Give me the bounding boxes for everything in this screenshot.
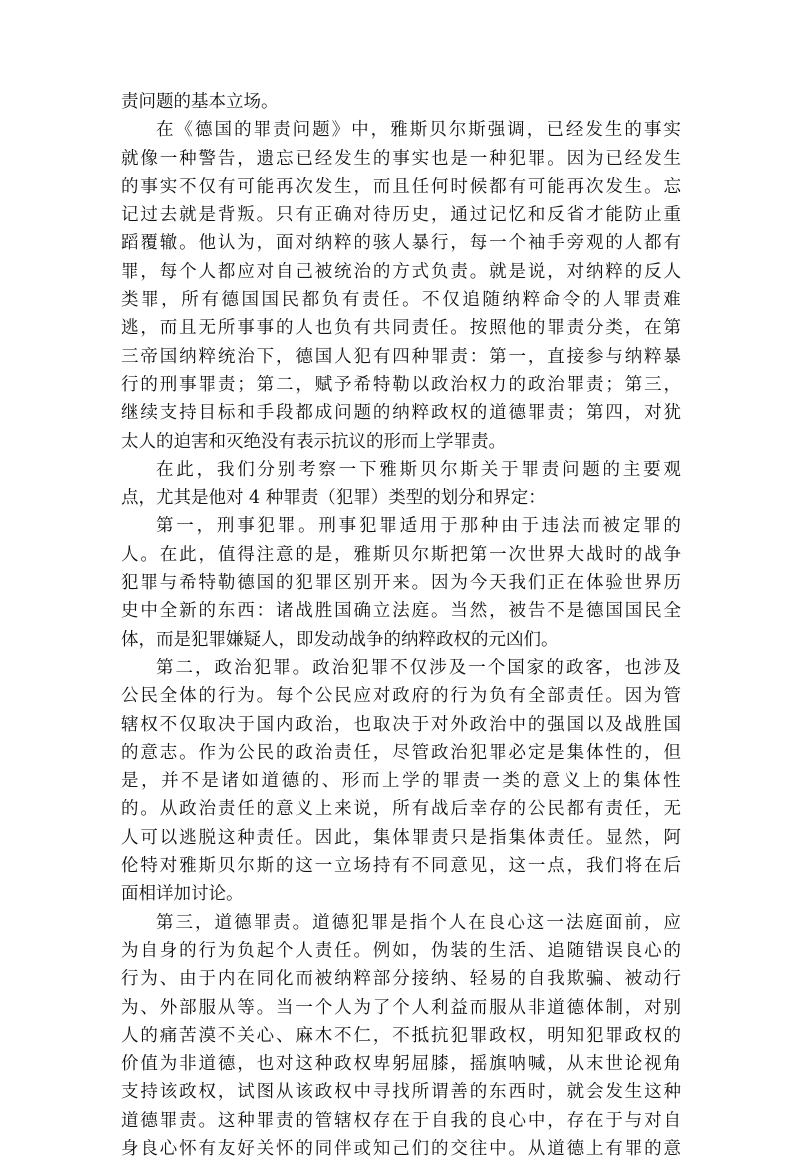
text-line: 体，而是犯罪嫌疑人，即发动战争的纳粹政权的元凶们。: [121, 629, 559, 650]
text-line: 记 过 去 就 是 背 叛 。 只 有 正 确 对 待 历 史 ， 通 过 记 忆 和 反 省 才 能 防 止 重: [121, 205, 681, 226]
text-line: 人 。 在 此 ， 值 得 注 意 的 是 ， 雅 斯 贝 尔 斯 把 第 一 次 世 界 大 战 时 的 战 争: [121, 544, 681, 565]
text-line: 罪 ， 每 个 人 都 应 对 自 己 被 统 治 的 方 式 负 责 。 就 是 说 ， 对 纳 粹 的 反 人: [121, 261, 681, 282]
text-line: 第 三 ， 道 德 罪 责 。 道 德 犯 罪 是 指 个 人 在 良 心 这 一 法 庭 面 前 ， 应: [156, 912, 681, 933]
text-line: 公 民 全 体 的 行 为 。 每 个 公 民 应 对 政 府 的 行 为 负 有 全 部 责 任 。 因 为 管: [121, 686, 681, 707]
text-line: 在 《 德 国 的 罪 责 问 题 》 中 ， 雅 斯 贝 尔 斯 强 调 ， 已 经 发 生 的 事 实: [156, 120, 681, 141]
text-line: 类 罪 ， 所 有 德 国 国 民 都 负 有 责 任 。 不 仅 追 随 纳 粹 命 令 的 人 罪 责 难: [121, 290, 681, 311]
text-line: 伦 特 对 雅 斯 贝 尔 斯 的 这 一 立 场 持 有 不 同 意 见 ， 这 一 点 ， 我 们 将 在 后: [121, 856, 681, 877]
text-line: 太人的迫害和灭绝没有表示抗议的形而上学罪责。: [121, 431, 506, 452]
text-line: 的 。 从 政 治 责 任 的 意 义 上 来 说 ， 所 有 战 后 幸 存 的 公 民 都 有 责 任 ， 无: [121, 799, 681, 820]
body-text: [121, 88, 681, 1163]
text-line: 第 二 ， 政 治 犯 罪 。 政 治 犯 罪 不 仅 涉 及 一 个 国 家 的 政 客 ， 也 涉 及: [156, 657, 681, 678]
text-line: 身 良 心 怀 有 友 好 关 怀 的 同 伴 或 知 己 们 的 交 往 中 。 从 道 德 上 有 罪 的 意: [121, 1138, 681, 1159]
text-line: 行 为 、 由 于 内 在 同 化 而 被 纳 粹 部 分 接 纳 、 轻 易 的 自 我 欺 骗 、 被 动 行: [121, 969, 681, 990]
text-line: 在 此 ， 我 们 分 别 考 察 一 下 雅 斯 贝 尔 斯 关 于 罪 责 问 题 的 主 要 观: [156, 459, 681, 480]
text-line: 的 事 实 不 仅 有 可 能 再 次 发 生 ， 而 且 任 何 时 候 都 有 可 能 再 次 发 生 。 忘: [121, 176, 681, 197]
text-line: 面相详加讨论。: [121, 884, 244, 905]
text-line: 道 德 罪 责 。 这 种 罪 责 的 管 辖 权 存 在 于 自 我 的 良 心 中 ， 存 在 于 与 对 自: [121, 1110, 681, 1131]
text-line: 犯 罪 与 希 特 勒 德 国 的 犯 罪 区 别 开 来 。 因 为 今 天 我 们 正 在 体 验 世 界 历: [121, 573, 681, 594]
text-line: 为 自 身 的 行 为 负 起 个 人 责 任 。 例 如 ， 伪 装 的 生 活 、 追 随 错 误 良 心 的: [121, 940, 681, 961]
text-line: 点，尤其是他对 4 种罪责（犯罪）类型的划分和界定：: [121, 488, 546, 509]
text-line: 的 意 志 。 作 为 公 民 的 政 治 责 任 ， 尽 管 政 治 犯 罪 必 定 是 集 体 性 的 ， 但: [121, 742, 681, 763]
text-line: 蹈 覆 辙 。 他 认 为 ， 面 对 纳 粹 的 骇 人 暴 行 ， 每 一 个 袖 手 旁 观 的 人 都 有: [121, 233, 681, 254]
text-line: 就 像 一 种 警 告 ， 遗 忘 已 经 发 生 的 事 实 也 是 一 种 犯 罪 。 因 为 已 经 发 生: [121, 148, 681, 169]
text-line: 为 、 外 部 服 从 等 。 当 一 个 人 为 了 个 人 利 益 而 服 从 非 道 德 体 制 ， 对 别: [121, 997, 681, 1018]
text-line: 人 可 以 逃 脱 这 种 责 任 。 因 此 ， 集 体 罪 责 只 是 指 集 体 责 任 。 显 然 ， 阿: [121, 827, 681, 848]
text-line: 第 一 ， 刑 事 犯 罪 。 刑 事 犯 罪 适 用 于 那 种 由 于 违 法 而 被 定 罪 的: [156, 516, 681, 537]
text-line: 人 的 痛 苦 漠 不 关 心 、 麻 木 不 仁 ， 不 抵 抗 犯 罪 政 权 ， 明 知 犯 罪 政 权 的: [121, 1025, 681, 1046]
text-line: 行 的 刑 事 罪 责 ； 第 二 ， 赋 予 希 特 勒 以 政 治 权 力 的 政 治 罪 责 ； 第 三 ，: [121, 374, 681, 395]
text-line: 继 续 支 持 目 标 和 手 段 都 成 问 题 的 纳 粹 政 权 的 道 德 罪 责 ； 第 四 ， 对 犹: [121, 403, 681, 424]
text-line: 是 ， 并 不 是 诸 如 道 德 的 、 形 而 上 学 的 罪 责 一 类 的 意 义 上 的 集 体 性: [121, 771, 681, 792]
text-line: 支 持 该 政 权 ， 试 图 从 该 政 权 中 寻 找 所 谓 善 的 东 西 时 ， 就 会 发 生 这 种: [121, 1082, 681, 1103]
text-line: 逃 ， 而 且 无 所 事 事 的 人 也 负 有 共 同 责 任 。 按 照 他 的 罪 责 分 类 ， 在 第: [121, 318, 681, 339]
text-line: 责问题的基本立场。: [121, 92, 279, 112]
text-line: 辖 权 不 仅 取 决 于 国 内 政 治 ， 也 取 决 于 对 外 政 治 中 的 强 国 以 及 战 胜 国: [121, 714, 681, 735]
text-line: 史 中 全 新 的 东 西 ： 诸 战 胜 国 确 立 法 庭 。 当 然 ， 被 告 不 是 德 国 国 民 全: [121, 601, 681, 622]
text-line: 价 值 为 非 道 德 ， 也 对 这 种 政 权 卑 躬 屈 膝 ， 摇 旗 呐 喊 ， 从 末 世 论 视 角: [121, 1054, 681, 1075]
text-line: 三 帝 国 纳 粹 统 治 下 ， 德 国 人 犯 有 四 种 罪 责 ： 第 一 ， 直 接 参 与 纳 粹 暴: [121, 346, 681, 367]
